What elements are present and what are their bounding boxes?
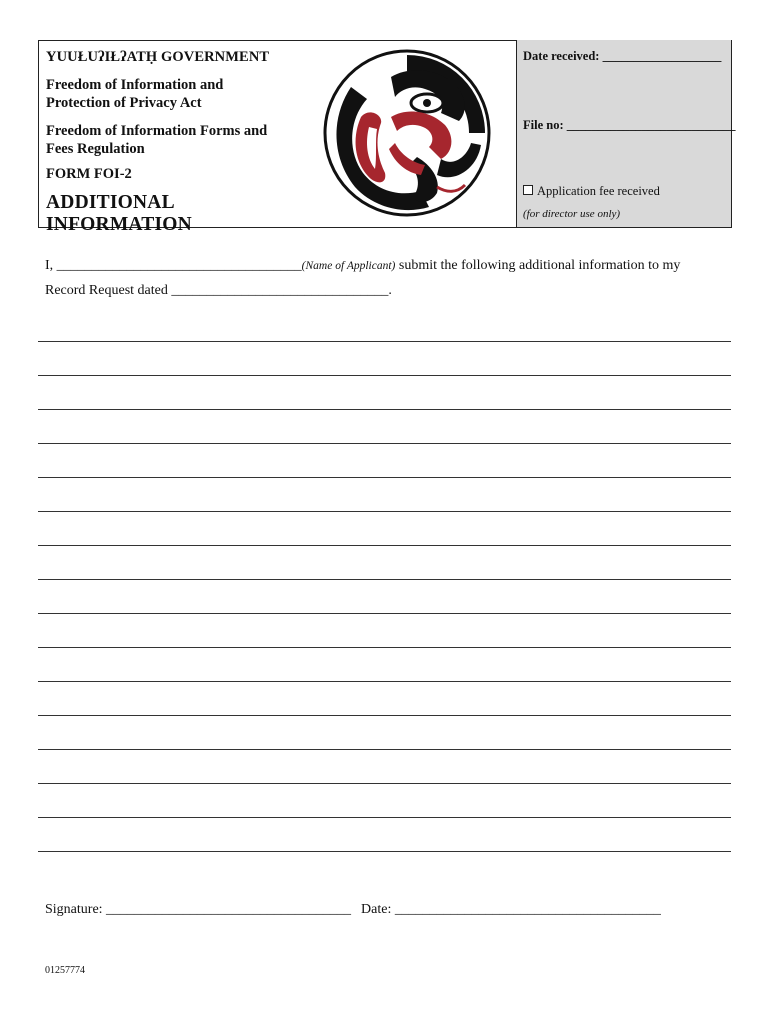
header-text-block — [46, 49, 316, 236]
answer-line[interactable] — [38, 375, 731, 376]
answer-line[interactable] — [38, 477, 731, 478]
date-field[interactable]: ______________________________________ — [394, 902, 661, 917]
applicant-name-note: (Name of Applicant) — [301, 260, 396, 272]
form-header — [38, 40, 736, 235]
answer-line[interactable] — [38, 545, 731, 546]
answer-line[interactable] — [38, 409, 731, 410]
answer-line[interactable] — [38, 783, 731, 784]
document-number: 01257774 — [45, 965, 85, 976]
answer-line[interactable] — [38, 511, 731, 512]
government-name: YUUŁUʔIŁʔATḤ GOVERNMENT — [46, 49, 270, 65]
answer-line[interactable] — [38, 647, 731, 648]
form-id: FORM FOI-2 — [46, 166, 132, 182]
application-fee-row — [523, 184, 660, 199]
answer-line[interactable] — [38, 681, 731, 682]
answer-line[interactable] — [38, 579, 731, 580]
application-fee-label: Application fee received — [537, 184, 660, 198]
answer-line[interactable] — [38, 817, 731, 818]
director-use-panel — [516, 40, 736, 228]
form-title: ADDITIONAL INFORMATION — [46, 192, 192, 235]
date-received-field[interactable]: Date received: ___________________ — [523, 49, 722, 63]
act-name-line-2: Protection of Privacy Act — [46, 95, 202, 111]
statement-text: submit the following additional information to my — [395, 258, 681, 273]
answer-line[interactable] — [38, 341, 731, 342]
application-fee-checkbox[interactable] — [523, 185, 533, 195]
government-logo — [321, 47, 493, 219]
applicant-name-blank[interactable]: I, ___________________________________ — [45, 258, 302, 273]
regulation-name-line-2: Fees Regulation — [46, 141, 145, 157]
answer-line[interactable] — [38, 715, 731, 716]
applicant-statement — [45, 258, 680, 274]
answer-line[interactable] — [38, 443, 731, 444]
signature-field[interactable]: ___________________________________ — [106, 902, 352, 917]
file-number-field[interactable]: File no: ___________________________ — [523, 118, 736, 132]
regulation-name — [46, 122, 316, 158]
answer-line[interactable] — [38, 851, 731, 852]
date-label: Date: — [361, 902, 395, 917]
signature-row — [45, 902, 661, 918]
director-use-note: (for director use only) — [523, 208, 621, 220]
answer-line[interactable] — [38, 749, 731, 750]
act-name-line-1: Freedom of Information and — [46, 77, 224, 93]
signature-label: Signature: — [45, 902, 107, 917]
act-name — [46, 76, 316, 112]
record-request-date-line[interactable]: Record Request dated _______________________________. — [45, 283, 392, 298]
answer-line[interactable] — [38, 613, 731, 614]
regulation-name-line-1: Freedom of Information Forms and — [46, 123, 268, 139]
